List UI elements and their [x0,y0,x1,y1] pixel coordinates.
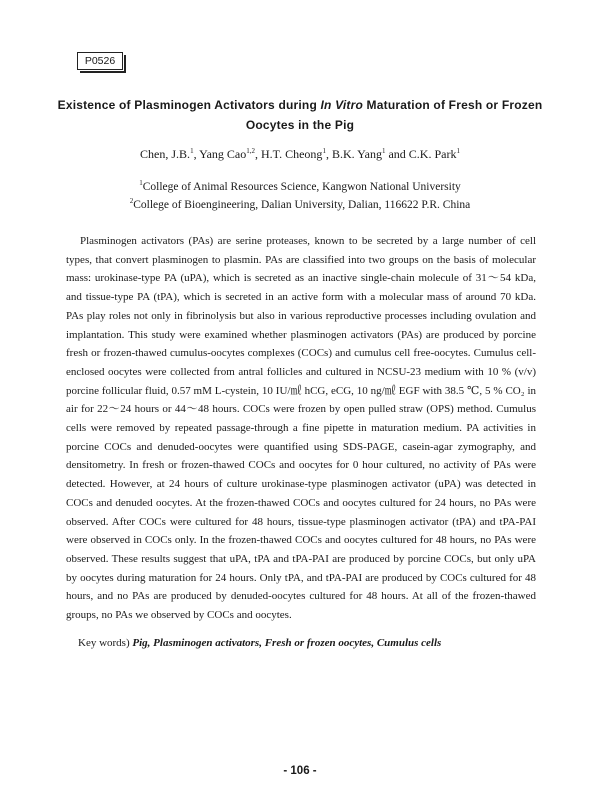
keywords-terms: Pig, Plasminogen activators, Fresh or frozen oocytes, Cumulus cells [132,637,442,649]
author: H.T. Cheong$^1$, [261,147,332,161]
title-part2: Maturation of Fresh or Frozen Oocytes in the Pig [245,98,543,132]
affiliation-1: $^1$College of Animal Resources Science, Kangwon National University [139,179,461,193]
author: Yang Cao$^{1,2}$, [199,147,261,161]
author: B.K. Yang$^1$ and [331,147,409,161]
title-part1: Existence of Plasminogen Activators during [57,98,321,112]
paper-title [40,95,560,135]
author: Chen, J.B.$^1$, [140,147,200,161]
author: C.K. Park$^1$ [408,147,460,161]
keywords-label: Key words) [78,637,133,649]
title-italic: In Vitro [320,98,364,112]
abstract-body: Plasminogen activators (PAs) are serine proteases, known to be secreted by a large number of cell types, that convert plasminogen to plasmin. PAs are classified into two groups on the basis of molecular mass: urokinase-type PA (uPA), which is secreted as an inactive single-chain molecule of 31～54 kDa, and tissue-type PA (tPA), which is secreted in an active form with a molecular mass of around 70 kDa. PAs play roles not only in fibrinolysis but also in various reproductive processes including ovulation and implantation. This study were examined whether plasminogen activators (PAs) are produced by porcine fresh or frozen-thawed cumulus-oocytes complexes (COCs) and cumulus cell free-oocytes. Cumulus cell-enclosed oocytes were collected from antral follicles and cultured in NCSU-23 medium with 10 % (v/v) porcine follicular fluid, 0.57 mM L-cystein, 10 IU/㎖ hCG, eCG, 10 ng/㎖ EGF with 38.5 ℃, 5 % CO₂ in air for 22～24 hours or 44～48 hours. COCs were frozen by open pulled straw (OPS) method. Cumulus cells were removed by repeated passage-through a fine pipette in maturation medium. PA activities in porcine COCs and denuded-oocytes were quantified using SDS-PAGE, casein-agar zymography, and densitometry. In fresh or frozen-thawed COCs and oocytes for 0 hour cultured, no activity of PAs were detected. However, at 24 hours of culture urokinase-type plasminogen activator (uPA) was detected in COCs and denuded oocytes. At the frozen-thawed COCs and oocytes cultured for 24 hours, no PAs were observed. After COCs were cultured for 48 hours, tissue-type plasminogen activator (tPA) and tPA-PAI were observed in COCs only. In the frozen-thawed COCs and oocytes cultured for 48 hours, no PAs were observed. These results suggest that uPA, tPA and tPA-PAI are produced by porcine COCs, but only uPA by oocytes during maturation for 24 hours. Only tPA, and tPA-PAI are produced by COCs cultured for 48 hours, and no PAs are produced by denuded-oocytes cultured for 48 hours. At all of the frozen-thawed groups, no PAs we observed by COCs and oocytes. [66,235,536,622]
keywords [78,637,548,649]
affiliation-2: $^2$College of Bioengineering, Dalian University, Dalian, 116622 P.R. China [129,197,471,211]
author-list [40,147,560,162]
paper-code-box: P0526 [77,52,123,70]
page-number: - 106 - [283,765,317,777]
